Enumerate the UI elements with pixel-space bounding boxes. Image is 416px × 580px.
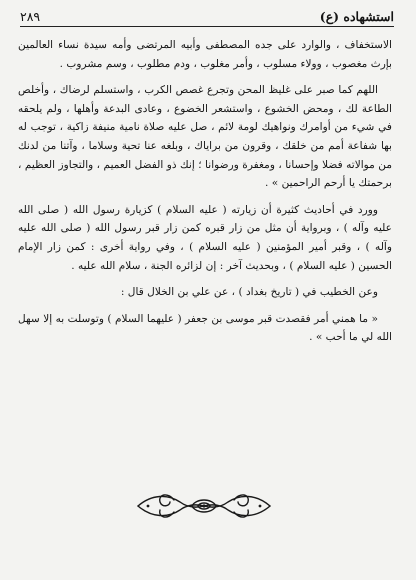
paragraph-quotation: « ما همني أمر فقصدت قبر موسى بن جعفر ( عليهما السلام ) وتوسلت به إلا سهل الله لي ما أحب » .: [18, 312, 392, 344]
page-header: [20, 6, 394, 24]
paragraph-supplication: اللهم كما صبر على غليظ المحن وتجرع غصص الكرب ، واستسلم لرضاك ، وأخلص الطاعة لك ، ومحض الخشوع ، واستشعر الخضوع ، وعادى البدعة وأهلها ، ولم يلحقه في شيء من أوامرك ونواهيك لومة لائم ، صل عليه صلاة نامية منيفة زاكية ، توجب له بها شفاعة أمم من خلقك ، وقرون من براياك ، وبلغه عنا تحية وسلاما ، وآتنا من لدنك من موالاته فضلا وإحسانا ، ومغفرة ورضوانا ؛ إنك ذو الفضل العميم ، والتجاوز العظيم ، برحمتك يا أرحم الراحمين » .: [18, 84, 392, 190]
paragraph-khatib-attribution: وعن الخطيب في ( تاريخ بغداد ) ، عن علي بن الخلال قال :: [120, 286, 378, 299]
paragraph-hadith-visitation: وورد في أحاديث كثيرة أن زيارته ( عليه السلام ) كزيارة رسول الله ( صلى الله عليه وآله ) ، وبرواية أن مثل من زار قبره كمن زار قبر رسول الله ( صلى الله عليه وآله ) ، وقبر أمير المؤمنين ( عليه السلام ) ، وفي رواية أخرى : كمن زار الإمام الحسين ( عليه السلام ) ، وبحديث آخر : إن لزائره الجنة ، سلام الله عليه .: [18, 203, 392, 272]
chapter-title: استشهاده (ع): [319, 9, 394, 24]
body-text: [18, 36, 392, 347]
header-divider: [20, 26, 394, 27]
decorative-ornament: [134, 488, 274, 524]
paragraph-continuation: الاستخفاف ، والوارد على جده المصطفى وأبيه المرتضى وأمه سيدة نساء العالمين بإرث مغصوب ، وولاء مسلوب ، وأمر مغلوب ، ودم مطلوب ، وسم مشروب .: [18, 39, 392, 70]
page-number: ٢٨٩: [20, 9, 41, 24]
